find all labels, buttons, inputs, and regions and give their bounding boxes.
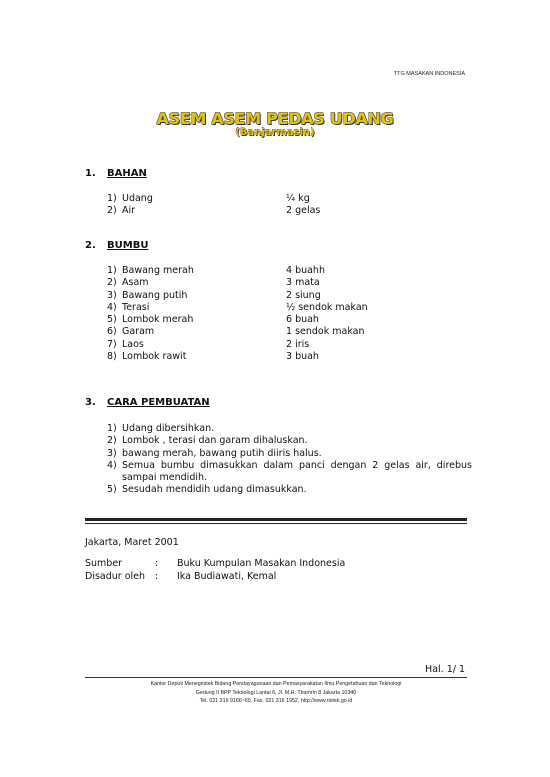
list-item: 5) Sesudah mendidih udang dimasukkan. <box>107 484 307 496</box>
section-title: BUMBU <box>107 240 149 251</box>
recipe-subtitle: (Banjarmasin) <box>235 127 315 138</box>
section-number: 3. <box>85 397 96 408</box>
list-item: 1) Udang ¼ kg <box>107 193 310 204</box>
footer-line-3: Tel. 021 316 9166~69, Fax. 021 316 1952, http://www.ristek.go.id <box>199 698 353 704</box>
divider-thin <box>85 523 467 524</box>
list-item: 4) Terasi ½ sendok makan <box>107 301 368 313</box>
place-date: Jakarta, Maret 2001 <box>85 537 179 548</box>
list-item: 3) bawang merah, bawang putih diiris halus. <box>107 447 322 459</box>
section-heading-bumbu <box>85 240 148 251</box>
footer-divider <box>85 677 467 678</box>
steps-list <box>107 423 472 497</box>
recipe-title: ASEM ASEM PEDAS UDANG <box>156 109 394 128</box>
list-item: 5) Lombok merah 6 buah <box>107 314 319 326</box>
disadur-row: Disadur oleh : Ika Budiawati, Kemal <box>85 571 277 582</box>
list-item: 4) Semua bumbu dimasukkan dalam panci dengan 2 gelas air, direbus sampai mendidih. <box>107 459 472 484</box>
section-number: 2. <box>85 240 96 251</box>
source-info <box>85 557 345 583</box>
list-item: 8) Lombok rawit 3 buah <box>107 351 319 363</box>
list-item: 1) Udang dibersihkan. <box>107 423 215 434</box>
document-header-label: TTG MASAKAN INDONESIA <box>393 71 465 77</box>
bahan-list <box>107 193 320 218</box>
bumbu-list <box>107 265 368 363</box>
footer <box>85 680 467 706</box>
footer-line-1: Kantor Deputi Menegristek Bidang Pendayagunaan dan Pemasyarakatan Ilmu Pengetahuan dan Teknologi <box>150 681 402 687</box>
list-item: 6) Garam 1 sendok makan <box>107 326 365 338</box>
section-title: CARA PEMBUATAN <box>107 397 210 408</box>
list-item: 7) Laos 2 iris <box>107 338 310 350</box>
footer-line-2: Gedung II BPP Teknologi Lantai 6, Jl. M.H. Thamrin 8 Jakarta 10340 <box>195 689 357 696</box>
sumber-row: Sumber : Buku Kumpulan Masakan Indonesia <box>85 558 346 569</box>
section-heading-cara-pembuatan <box>85 397 210 408</box>
list-item: 2) Lombok , terasi dan garam dihaluskan. <box>107 435 308 447</box>
section-heading-bahan <box>85 168 147 179</box>
page-number: Hal. 1/ 1 <box>425 664 465 675</box>
section-title: BAHAN <box>107 168 147 179</box>
list-item: 2) Asam 3 mata <box>107 277 320 289</box>
list-item: 2) Air 2 gelas <box>107 205 321 217</box>
section-number: 1. <box>85 168 96 179</box>
divider-thick <box>85 518 467 521</box>
list-item: 3) Bawang putih 2 siung <box>107 289 321 301</box>
list-item: 1) Bawang merah 4 buahh <box>107 265 325 276</box>
